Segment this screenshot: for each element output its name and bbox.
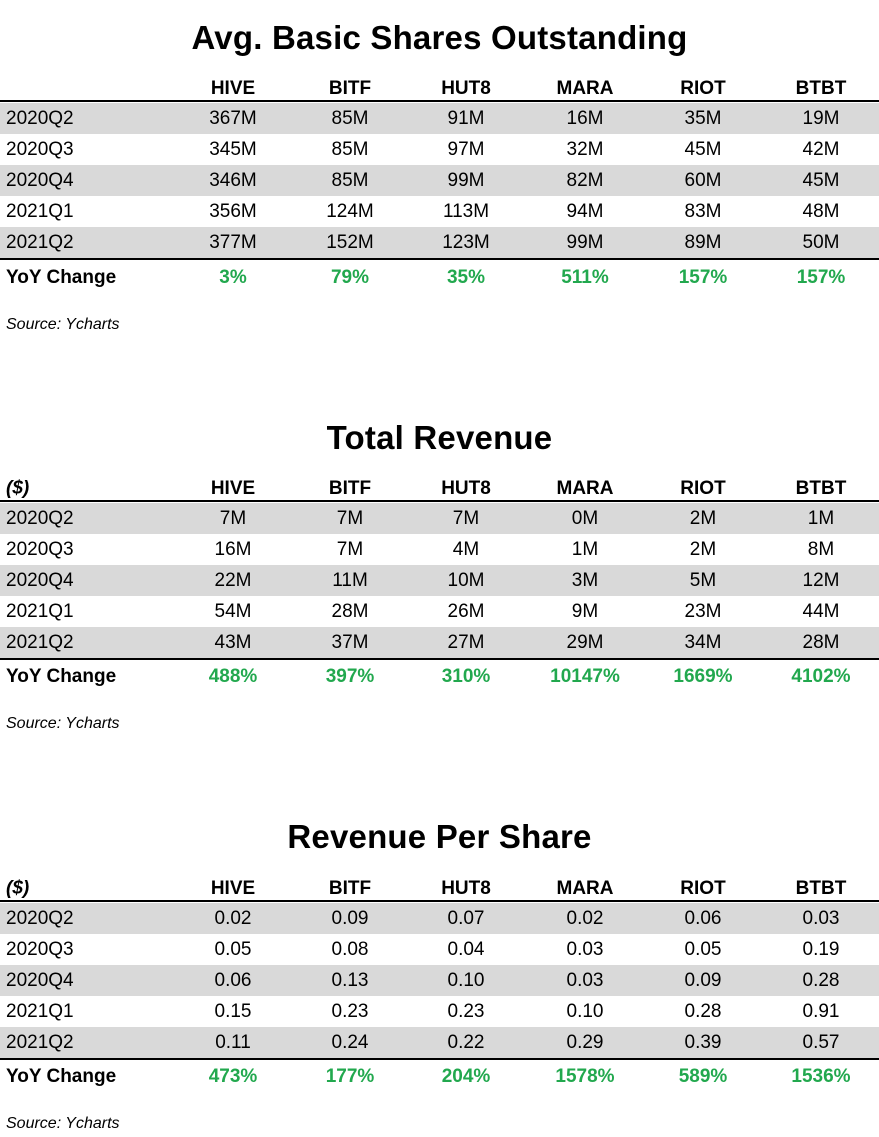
cell: 0.03 [802, 908, 840, 929]
cell: 0.24 [331, 1032, 369, 1053]
cell: 12M [802, 570, 840, 591]
table-row [0, 965, 879, 996]
cell: 27M [447, 632, 485, 653]
yoy-value: 157% [796, 267, 846, 288]
cell: 7M [336, 508, 364, 529]
yoy-value: 511% [561, 267, 609, 288]
cell: 1M [571, 539, 599, 560]
yoy-value: 10147% [550, 666, 620, 687]
cell: 60M [684, 170, 722, 191]
cell: 3M [571, 570, 599, 591]
cell: 1M [807, 508, 835, 529]
col-header-bitf: BITF [328, 478, 372, 499]
yoy-row [0, 661, 879, 692]
row-label: 2020Q4 [6, 970, 74, 991]
cell: 346M [209, 170, 257, 191]
cell: 91M [447, 108, 485, 129]
yoy-value: 310% [441, 666, 491, 687]
cell: 0.09 [331, 908, 369, 929]
cell: 37M [331, 632, 369, 653]
yoy-value: 177% [325, 1066, 375, 1087]
cell: 0.03 [566, 939, 604, 960]
cell: 19M [802, 108, 840, 129]
table-row [0, 165, 879, 196]
cell: 7M [219, 508, 247, 529]
cell: 0.19 [802, 939, 840, 960]
cell: 43M [214, 632, 252, 653]
yoy-value: 473% [208, 1066, 258, 1087]
table-title: Revenue Per Share [287, 818, 592, 855]
table-row [0, 596, 879, 627]
cell: 0.23 [331, 1001, 369, 1022]
cell: 2M [689, 539, 717, 560]
cell: 345M [209, 139, 257, 160]
col-header-riot: RIOT [680, 878, 726, 899]
cell: 23M [684, 601, 722, 622]
col-header-mara: MARA [556, 878, 614, 899]
header-rule [0, 100, 879, 102]
cell: 0.02 [214, 908, 252, 929]
cell: 34M [684, 632, 722, 653]
col-header-hut8: HUT8 [441, 878, 491, 899]
row-label: 2020Q4 [6, 170, 74, 191]
row-label: 2020Q3 [6, 139, 74, 160]
cell: 0.10 [566, 1001, 604, 1022]
cell: 0.08 [331, 939, 369, 960]
cell: 0.28 [684, 1001, 722, 1022]
cell: 29M [566, 632, 604, 653]
table-row [0, 627, 879, 658]
yoy-value: 79% [330, 267, 370, 288]
yoy-value: 157% [678, 267, 728, 288]
cell: 0.13 [331, 970, 369, 991]
cell: 0.06 [214, 970, 252, 991]
cell: 0.06 [684, 908, 722, 929]
cell: 26M [447, 601, 485, 622]
row-label: 2021Q2 [6, 232, 74, 253]
unit-label: ($) [6, 478, 30, 499]
cell: 11M [332, 570, 368, 591]
table-title: Avg. Basic Shares Outstanding [191, 19, 688, 56]
table-row [0, 134, 879, 165]
cell: 44M [802, 601, 840, 622]
yoy-value: 488% [208, 666, 258, 687]
cell: 85M [331, 170, 369, 191]
cell: 0.29 [566, 1032, 604, 1053]
unit-label: ($) [6, 878, 30, 899]
cell: 22M [214, 570, 252, 591]
row-label: 2020Q2 [6, 508, 74, 529]
cell: 0.23 [447, 1001, 485, 1022]
cell: 28M [331, 601, 369, 622]
table-row [0, 1027, 879, 1058]
table-row [0, 103, 879, 134]
cell: 113M [442, 201, 490, 222]
cell: 0.91 [802, 1001, 840, 1022]
row-label: 2021Q1 [6, 601, 74, 622]
cell: 123M [442, 232, 490, 253]
row-label: 2020Q2 [6, 108, 74, 129]
cell: 83M [684, 201, 722, 222]
cell: 85M [331, 108, 369, 129]
table-title: Total Revenue [326, 419, 553, 456]
cell: 45M [802, 170, 840, 191]
table-row [0, 196, 879, 227]
table-row [0, 903, 879, 934]
cell: 7M [336, 539, 364, 560]
source-note: Source: Ycharts [6, 715, 120, 732]
cell: 45M [684, 139, 722, 160]
table-row [0, 227, 879, 258]
cell: 0.05 [214, 939, 252, 960]
cell: 50M [802, 232, 840, 253]
yoy-value: 1578% [555, 1066, 615, 1087]
cell: 0.02 [566, 908, 604, 929]
cell: 99M [447, 170, 485, 191]
cell: 2M [689, 508, 717, 529]
cell: 99M [566, 232, 604, 253]
cell: 0.57 [802, 1032, 840, 1053]
yoy-value: 1669% [673, 666, 733, 687]
yoy-label: YoY Change [6, 1066, 117, 1087]
cell: 124M [326, 201, 374, 222]
row-label: 2021Q1 [6, 201, 74, 222]
cell: 85M [331, 139, 369, 160]
cell: 5M [689, 570, 717, 591]
table-row [0, 503, 879, 534]
table-row [0, 996, 879, 1027]
cell: 97M [447, 139, 485, 160]
cell: 32M [566, 139, 604, 160]
col-header-riot: RIOT [680, 78, 726, 99]
yoy-value: 35% [446, 267, 486, 288]
yoy-label: YoY Change [6, 267, 117, 288]
cell: 0.05 [684, 939, 722, 960]
cell: 35M [684, 108, 722, 129]
yoy-value: 397% [325, 666, 375, 687]
yoy-value: 589% [678, 1066, 728, 1087]
cell: 377M [209, 232, 257, 253]
row-label: 2020Q4 [6, 570, 74, 591]
cell: 8M [807, 539, 835, 560]
table-row [0, 534, 879, 565]
header-rule [0, 500, 879, 502]
cell: 10M [447, 570, 485, 591]
col-header-bitf: BITF [328, 78, 372, 99]
source-note: Source: Ycharts [6, 316, 120, 333]
cell: 89M [684, 232, 722, 253]
cell: 0M [571, 508, 599, 529]
cell: 152M [326, 232, 374, 253]
cell: 4M [452, 539, 480, 560]
yoy-rule [0, 1058, 879, 1060]
cell: 94M [566, 201, 604, 222]
cell: 16M [214, 539, 252, 560]
cell: 0.09 [684, 970, 722, 991]
col-header-btbt: BTBT [795, 478, 847, 499]
col-header-riot: RIOT [680, 478, 726, 499]
cell: 0.39 [684, 1032, 722, 1053]
yoy-rule [0, 258, 879, 260]
col-header-hut8: HUT8 [441, 478, 491, 499]
cell: 54M [214, 601, 252, 622]
cell: 0.15 [214, 1001, 252, 1022]
source-note: Source: Ycharts [6, 1115, 120, 1132]
table-row [0, 934, 879, 965]
yoy-row [0, 1061, 879, 1092]
cell: 0.04 [447, 939, 485, 960]
cell: 28M [802, 632, 840, 653]
yoy-value: 4102% [791, 666, 851, 687]
col-header-hive: HIVE [210, 478, 256, 499]
header-rule [0, 900, 879, 902]
col-header-hive: HIVE [210, 78, 256, 99]
cell: 367M [209, 108, 257, 129]
cell: 16M [566, 108, 604, 129]
yoy-rule [0, 658, 879, 660]
col-header-hive: HIVE [210, 878, 256, 899]
cell: 7M [452, 508, 480, 529]
cell: 42M [802, 139, 840, 160]
cell: 0.28 [802, 970, 840, 991]
row-label: 2020Q3 [6, 939, 74, 960]
row-label: 2021Q2 [6, 632, 74, 653]
col-header-hut8: HUT8 [441, 78, 491, 99]
col-header-bitf: BITF [328, 878, 372, 899]
row-label: 2020Q2 [6, 908, 74, 929]
cell: 0.11 [215, 1032, 251, 1053]
yoy-value: 1536% [791, 1066, 851, 1087]
yoy-value: 204% [441, 1066, 491, 1087]
col-header-mara: MARA [556, 478, 614, 499]
row-label: 2020Q3 [6, 539, 74, 560]
row-label: 2021Q2 [6, 1032, 74, 1053]
yoy-row [0, 262, 879, 293]
cell: 0.10 [447, 970, 485, 991]
col-header-btbt: BTBT [795, 78, 847, 99]
yoy-label: YoY Change [6, 666, 117, 687]
col-header-mara: MARA [556, 78, 614, 99]
cell: 9M [571, 601, 599, 622]
cell: 0.07 [447, 908, 485, 929]
cell: 82M [566, 170, 604, 191]
cell: 48M [802, 201, 840, 222]
table-row [0, 565, 879, 596]
yoy-value: 3% [219, 267, 247, 288]
cell: 356M [209, 201, 257, 222]
row-label: 2021Q1 [6, 1001, 74, 1022]
col-header-btbt: BTBT [795, 878, 847, 899]
cell: 0.03 [566, 970, 604, 991]
cell: 0.22 [447, 1032, 485, 1053]
